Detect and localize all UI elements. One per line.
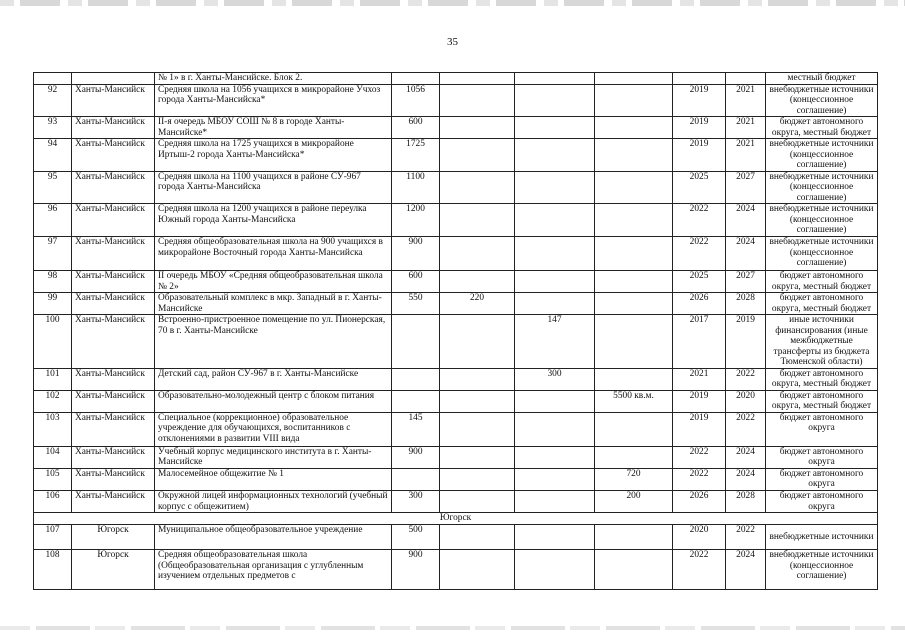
row-capacity-col3: 147 [515,315,595,369]
row-capacity-col4 [595,139,673,172]
row-capacity-col2 [440,171,515,204]
row-number: 103 [34,412,72,446]
row-capacity-col2 [440,446,515,468]
row-number: 102 [34,390,72,412]
row-object-name: II очередь МБОУ «Средняя общеобразовательная школа № 2» [155,270,392,292]
row-end-year: 2020 [726,390,766,412]
row-capacity-col2 [440,550,515,590]
table-row [34,412,878,446]
row-number: 99 [34,293,72,315]
row-funding-source: внебюджетные источники (концессионное соглашение) [766,236,878,270]
row-capacity-col2 [440,491,515,513]
row-end-year: 2024 [726,446,766,468]
row-start-year: 2022 [673,468,726,490]
row-capacity-col4 [595,270,673,292]
row-object-name: Встроенно-пристроенное помещение по ул. Пионерская, 70 в г. Ханты-Мансийске [155,315,392,369]
row-funding-source: бюджет автономного округа, местный бюджет [766,117,878,139]
row-capacity-col3 [515,117,595,139]
row-city: Ханты-Мансийск [72,117,155,139]
row-capacity-col3 [515,204,595,237]
row-object-name: Образовательно-молодежный центр с блоком питания [155,390,392,412]
row-capacity-col2 [440,368,515,390]
row-object-name: Средняя школа на 1056 учащихся в микрорайоне Учхоз города Ханты-Мансийска* [155,84,392,117]
row-funding-source: бюджет автономного округа, местный бюджет [766,270,878,292]
row-city: Ханты-Мансийск [72,204,155,237]
row-city: Ханты-Мансийск [72,84,155,117]
row-city: Ханты-Мансийск [72,412,155,446]
row-end-year: 2022 [726,412,766,446]
row-number: 104 [34,446,72,468]
row-funding-source: внебюджетные источники (концессионное соглашение) [766,84,878,117]
row-capacity-places [392,468,440,490]
row-number: 105 [34,468,72,490]
table-row [34,171,878,204]
row-end-year: 2024 [726,468,766,490]
row-object-name: Специальное (коррекционное) образовательное учреждение для обучающихся, воспитанников с отклонениями в развитии VIII вида [155,412,392,446]
row-funding-source: внебюджетные источники [766,525,878,550]
register-table [33,72,878,590]
row-capacity-col2 [440,236,515,270]
row-capacity-col2 [440,468,515,490]
row-object-name: Средняя общеобразовательная школа на 900 учащихся в микрорайоне Восточный города Ханты-Мансийска [155,236,392,270]
row-capacity-col2 [440,315,515,369]
row-end-year: 2019 [726,315,766,369]
row-capacity-col2 [440,139,515,172]
row-capacity-places [392,315,440,369]
row-number: 101 [34,368,72,390]
row-start-year: 2017 [673,315,726,369]
section-header-row [34,513,878,525]
row-capacity-col3 [515,491,595,513]
row-capacity-col2 [440,73,515,85]
row-capacity-col4 [595,293,673,315]
row-end-year: 2024 [726,236,766,270]
row-city: Ханты-Мансийск [72,468,155,490]
table-row [34,204,878,237]
row-end-year: 2021 [726,139,766,172]
row-capacity-col4 [595,446,673,468]
row-capacity-col2 [440,412,515,446]
row-city: Югорск [72,550,155,590]
row-end-year: 2022 [726,368,766,390]
row-city: Ханты-Мансийск [72,390,155,412]
table-row [34,315,878,369]
row-city: Ханты-Мансийск [72,171,155,204]
row-number: 100 [34,315,72,369]
row-city: Ханты-Мансийск [72,315,155,369]
row-capacity-col4 [595,550,673,590]
row-city: Ханты-Мансийск [72,491,155,513]
row-number: 96 [34,204,72,237]
scan-edge-bottom [0,626,905,630]
row-capacity-col3 [515,390,595,412]
row-object-name: № 1» в г. Ханты-Мансийске. Блок 2. [155,73,392,85]
row-number: 98 [34,270,72,292]
row-start-year: 2021 [673,368,726,390]
row-funding-source: внебюджетные источники (концессионное соглашение) [766,550,878,590]
row-start-year: 2026 [673,491,726,513]
row-end-year: 2027 [726,171,766,204]
row-start-year [673,73,726,85]
row-number [34,73,72,85]
row-funding-source: бюджет автономного округа, местный бюджет [766,293,878,315]
row-capacity-col3: 300 [515,368,595,390]
row-capacity-col4 [595,368,673,390]
row-capacity-col3 [515,139,595,172]
row-capacity-places: 300 [392,491,440,513]
row-capacity-col3 [515,468,595,490]
row-end-year: 2021 [726,117,766,139]
row-capacity-col2 [440,204,515,237]
row-capacity-places: 1100 [392,171,440,204]
table-row [34,525,878,550]
row-funding-source: бюджет автономного округа [766,446,878,468]
row-start-year: 2019 [673,117,726,139]
row-number: 95 [34,171,72,204]
row-start-year: 2019 [673,390,726,412]
row-end-year: 2028 [726,491,766,513]
table-row [34,73,878,85]
row-number: 93 [34,117,72,139]
row-capacity-col2: 220 [440,293,515,315]
row-capacity-col3 [515,270,595,292]
row-capacity-places: 900 [392,236,440,270]
row-capacity-col4: 200 [595,491,673,513]
scan-edge-top [0,0,905,6]
row-end-year: 2021 [726,84,766,117]
row-start-year: 2025 [673,171,726,204]
row-object-name: Образовательный комплекс в мкр. Западный в г. Ханты-Мансийске [155,293,392,315]
table-row [34,446,878,468]
row-start-year: 2025 [673,270,726,292]
table-row [34,468,878,490]
table-row [34,139,878,172]
row-end-year [726,73,766,85]
row-capacity-places: 600 [392,117,440,139]
row-capacity-col4: 720 [595,468,673,490]
row-object-name: Малосемейное общежитие № 1 [155,468,392,490]
table-row [34,236,878,270]
row-capacity-col2 [440,390,515,412]
row-object-name: II-я очередь МБОУ СОШ № 8 в городе Ханты-Мансийске* [155,117,392,139]
row-end-year: 2024 [726,204,766,237]
table-row [34,117,878,139]
row-object-name: Учебный корпус медицинского института в г. Ханты-Мансийске [155,446,392,468]
row-funding-source: иные источники финансирования (иные межбюджетные трансферты из бюджета Тюменской области) [766,315,878,369]
row-capacity-places: 600 [392,270,440,292]
row-capacity-places [392,390,440,412]
table-row [34,293,878,315]
row-funding-source: местный бюджет [766,73,878,85]
register-table-body [34,73,878,590]
row-number: 92 [34,84,72,117]
row-capacity-places: 550 [392,293,440,315]
row-capacity-col4: 5500 кв.м. [595,390,673,412]
table-row [34,550,878,590]
row-capacity-places: 500 [392,525,440,550]
table-row [34,368,878,390]
row-capacity-col3 [515,293,595,315]
row-capacity-col3 [515,412,595,446]
row-object-name: Средняя школа на 1725 учащихся в микрорайоне Иртыш-2 города Ханты-Мансийска* [155,139,392,172]
row-number: 94 [34,139,72,172]
row-funding-source: бюджет автономного округа [766,468,878,490]
row-capacity-places: 900 [392,446,440,468]
row-funding-source: внебюджетные источники (концессионное соглашение) [766,171,878,204]
row-object-name: Средняя общеобразовательная школа (Общеобразовательная организация с углубленным изучением отдельных предметов с [155,550,392,590]
row-start-year: 2019 [673,139,726,172]
row-funding-source: бюджет автономного округа [766,412,878,446]
row-end-year: 2027 [726,270,766,292]
row-number: 107 [34,525,72,550]
section-label: Югорск [34,513,878,525]
page-number: 35 [447,36,458,48]
row-city: Ханты-Мансийск [72,368,155,390]
row-object-name: Средняя школа на 1200 учащихся в районе переулка Южный города Ханты-Мансийска [155,204,392,237]
row-number: 106 [34,491,72,513]
row-capacity-col3 [515,73,595,85]
row-capacity-col4 [595,525,673,550]
row-capacity-col3 [515,550,595,590]
row-start-year: 2026 [673,293,726,315]
row-funding-source: бюджет автономного округа, местный бюджет [766,390,878,412]
row-object-name: Окружной лицей информационных технологий (учебный корпус с общежитием) [155,491,392,513]
row-city: Ханты-Мансийск [72,293,155,315]
row-capacity-col4 [595,204,673,237]
row-start-year: 2019 [673,84,726,117]
row-city [72,73,155,85]
table-row [34,390,878,412]
row-funding-source: бюджет автономного округа [766,491,878,513]
row-start-year: 2022 [673,446,726,468]
row-funding-source: внебюджетные источники (концессионное соглашение) [766,139,878,172]
row-capacity-places: 145 [392,412,440,446]
row-capacity-col2 [440,84,515,117]
row-capacity-col3 [515,446,595,468]
row-city: Ханты-Мансийск [72,236,155,270]
table-row [34,270,878,292]
row-end-year: 2024 [726,550,766,590]
row-capacity-col2 [440,270,515,292]
row-object-name: Муниципальное общеобразовательное учреждение [155,525,392,550]
table-row [34,491,878,513]
row-start-year: 2022 [673,204,726,237]
row-capacity-col4 [595,171,673,204]
row-capacity-places: 1056 [392,84,440,117]
row-object-name: Детский сад, район СУ-967 в г. Ханты-Мансийске [155,368,392,390]
row-capacity-places: 900 [392,550,440,590]
row-start-year: 2022 [673,550,726,590]
row-city: Ханты-Мансийск [72,270,155,292]
row-city: Ханты-Мансийск [72,446,155,468]
table-row [34,84,878,117]
row-number: 108 [34,550,72,590]
row-capacity-places [392,73,440,85]
row-end-year: 2028 [726,293,766,315]
row-funding-source: внебюджетные источники (концессионное соглашение) [766,204,878,237]
row-capacity-col4 [595,315,673,369]
row-capacity-col4 [595,84,673,117]
row-capacity-col2 [440,525,515,550]
row-capacity-places [392,368,440,390]
row-capacity-col2 [440,117,515,139]
row-capacity-col3 [515,236,595,270]
row-capacity-col3 [515,84,595,117]
row-capacity-col4 [595,236,673,270]
row-start-year: 2022 [673,236,726,270]
row-start-year: 2020 [673,525,726,550]
row-capacity-places: 1200 [392,204,440,237]
row-capacity-col3 [515,171,595,204]
row-object-name: Средняя школа на 1100 учащихся в районе СУ-967 города Ханты-Мансийска [155,171,392,204]
row-number: 97 [34,236,72,270]
row-capacity-col3 [515,525,595,550]
row-capacity-col4 [595,412,673,446]
row-funding-source: бюджет автономного округа, местный бюджет [766,368,878,390]
row-capacity-col4 [595,73,673,85]
row-start-year: 2019 [673,412,726,446]
row-capacity-places: 1725 [392,139,440,172]
row-city: Югорск [72,525,155,550]
row-end-year: 2022 [726,525,766,550]
row-capacity-col4 [595,117,673,139]
row-city: Ханты-Мансийск [72,139,155,172]
